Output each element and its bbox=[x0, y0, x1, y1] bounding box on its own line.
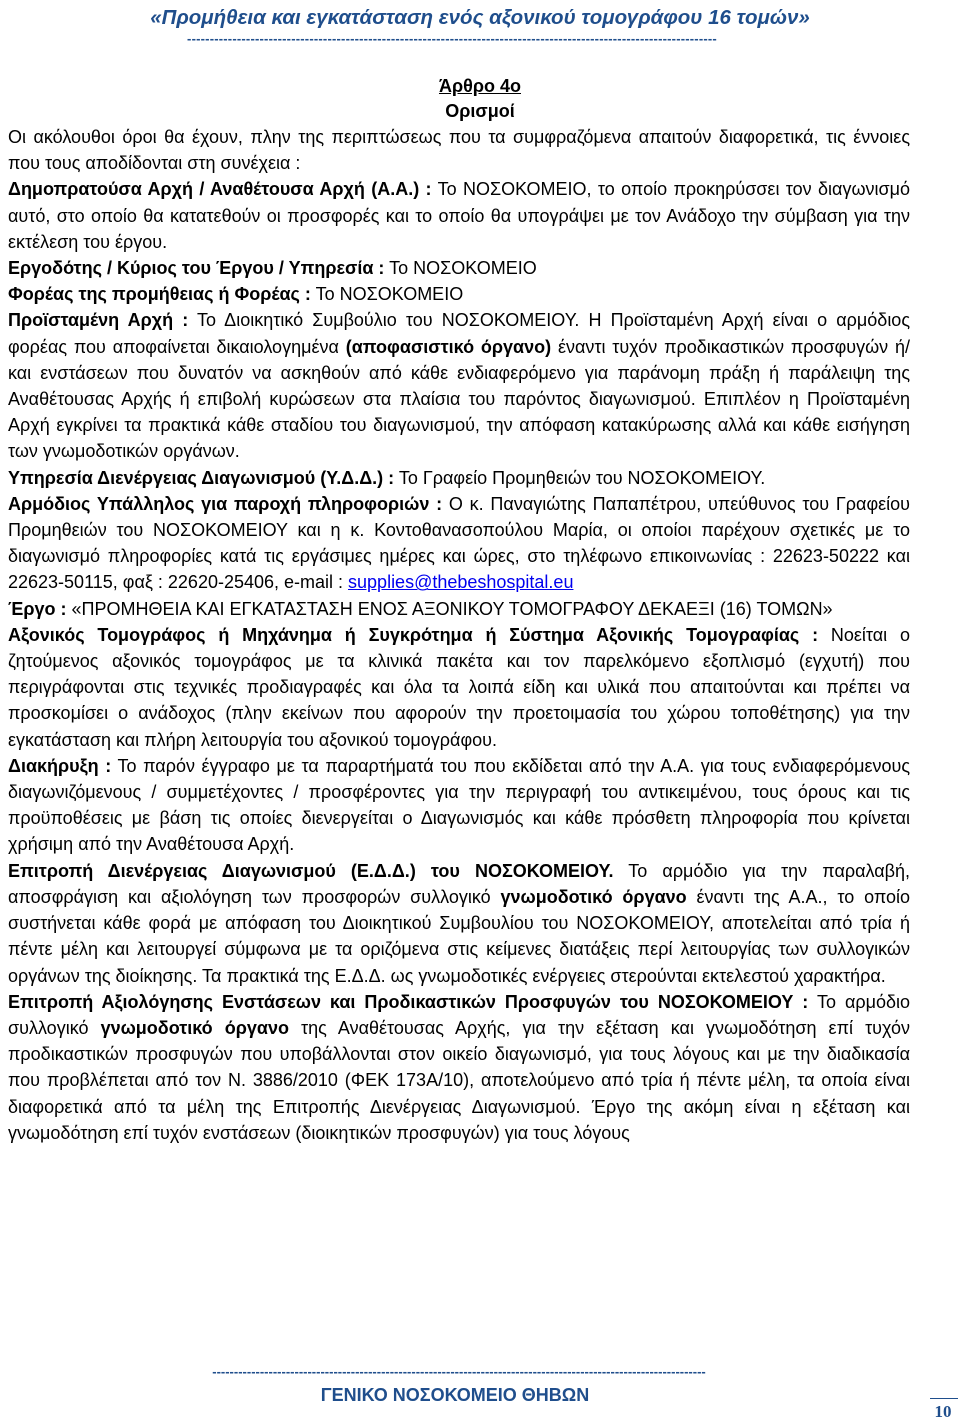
term-label: Επιτροπή Διενέργειας Διαγωνισμού (Ε.Δ.Δ.) του ΝΟΣΟΚΟΜΕΙΟΥ. bbox=[8, 860, 614, 881]
article-title: Άρθρο 4ο bbox=[438, 76, 521, 96]
definition-supervising-authority bbox=[8, 307, 910, 464]
definition-text: Το παρόν έγγραφο με τα παραρτήματά του που εκδίδεται από την Α.Α. για τους ενδιαφερόμενους διαγωνιζόμενους / συμμετέχοντες / προσφέροντες για την περιγραφή του αντικειμένου, τους όρους και τις προϋποθέσεις με βάση τις οποίες διενεργείται ο Διαγωνισμός και κάθε πρόσθετη πληροφορία που κρίνεται χρήσιμη από την Αναθέτουσα Αρχή. bbox=[8, 755, 910, 855]
definition-text: Το Γραφείο Προμηθειών του ΝΟΣΟΚΟΜΕΙΟΥ. bbox=[394, 467, 766, 488]
definition-text: Ο κ. Παναγιώτης Παπαπέτρου, υπεύθυνος του Γραφείου Προμηθειών του ΝΟΣΟΚΟΜΕΙΟΥ και η κ. Κοντοθανασοπούλου Μαρία, οι οποίοι παρέχουν σχετικές με το διαγωνισμό πληροφορίες κατά τις εργάσιμες ημέρες και ώρες, στο τηλέφωνο επικοινωνίας : 22623-50222 και 22623-50115, φαξ : 22620-25406, e-mail : bbox=[8, 493, 910, 593]
footer-hospital-name: ΓΕΝΙΚΟ ΝΟΣΟΚΟΜΕΙΟ ΘΗΒΩΝ bbox=[320, 1385, 590, 1405]
definition-text: έναντι τυχόν προδικαστικών προσφυγών ή/και ενστάσεων που δυνατόν να ασκηθούν από κάθε ενδιαφερόμενο για παράνομη πράξη ή παράλειψη της Αναθέτουσας Αρχής ή επιβολή κυρώσεων στα πλαίσια του παρόντος διαγωνισμού. Επιπλέον η Προϊσταμένη Αρχή εγκρίνει τα πρακτικά κάθε σταδίου του διαγωνισμού, την απόφαση κατακύρωσης αλλά και κάθε εισήγηση των γνωμοδοτικών οργάνων. bbox=[8, 336, 910, 462]
term-label: Αρμόδιος Υπάλληλος για παροχή πληροφοριών : bbox=[8, 493, 443, 514]
document-header-title: «Προμήθεια και εγκατάσταση ενός αξονικού τομογράφου 16 τομών» bbox=[150, 6, 810, 29]
page-number: 10 bbox=[934, 1402, 952, 1421]
definition-ct-scanner bbox=[8, 622, 910, 753]
definition-objections-committee bbox=[8, 989, 910, 1146]
definition-text: Το ΝΟΣΟΚΟΜΕΙΟ bbox=[310, 284, 464, 305]
definition-contracting-authority bbox=[8, 176, 910, 255]
definition-tender-service bbox=[8, 465, 910, 491]
term-label: Διακήρυξη : bbox=[8, 755, 112, 776]
article-subtitle: Ορισμοί bbox=[445, 101, 515, 121]
term-label: Αξονικός Τομογράφος ή Μηχάνημα ή Συγκρότημα ή Σύστημα Αξονικής Τομογραφίας : bbox=[8, 624, 819, 645]
footer-dashed-rule: ------------------------------------------------------------------------------------------------------------------ bbox=[212, 1364, 706, 1379]
header-dashed-rule: --------------------------------------------------------------------------------------------------------------------- bbox=[187, 31, 717, 46]
definition-text: «ΠΡΟΜΗΘΕΙΑ ΚΑΙ ΕΓΚΑΤΑΣΤΑΣΗ ΕΝΟΣ ΑΞΟΝΙΚΟΥ ΤΟΜΟΓΡΑΦΟΥ ΔΕΚΑΕΞΙ (16) ΤΟΜΩΝ» bbox=[66, 598, 833, 619]
definition-text: Το ΝΟΣΟΚΟΜΕΙΟ bbox=[384, 258, 537, 279]
emphasis-text: γνωμοδοτικό όργανο bbox=[100, 1017, 289, 1038]
term-label: Υπηρεσία Διενέργειας Διαγωνισμού (Υ.Δ.Δ.) : bbox=[8, 467, 395, 488]
term-label: Δημοπρατούσα Αρχή / Αναθέτουσα Αρχή (Α.Α.) : bbox=[8, 179, 432, 200]
definition-text: Το Διοικητικό Συμβούλιο του ΝΟΣΟΚΟΜΕΙΟΥ. Η Προϊσταμένη Αρχή είναι ο αρμόδιος φορέας που αποφαίνεται δικαιολογημένα bbox=[8, 310, 910, 357]
emphasis-text: γνωμοδοτικό όργανο bbox=[500, 886, 687, 907]
term-label: Προϊσταμένη Αρχή : bbox=[8, 310, 189, 331]
intro-paragraph: Οι ακόλουθοι όροι θα έχουν, πλην της περιπτώσεως που τα συμφραζόμενα απαιτούν διαφορετικά, τις έννοιες που τους αποδίδονται στη συνέχεια : bbox=[8, 127, 910, 174]
definition-text: Το αρμόδιο συλλογικό bbox=[8, 991, 910, 1038]
term-label: Επιτροπή Αξιολόγησης Ενστάσεων και Προδικαστικών Προσφυγών του ΝΟΣΟΚΟΜΕΙΟΥ : bbox=[8, 991, 809, 1012]
email-link[interactable]: supplies@thebeshospital.eu bbox=[348, 572, 574, 593]
definition-tender-committee bbox=[8, 858, 910, 989]
definition-employer bbox=[8, 255, 910, 281]
definition-text: Το ΝΟΣΟΚΟΜΕΙΟ, το οποίο προκηρύσσει τον διαγωνισμό αυτό, στο οποίο θα κατατεθούν οι προσφορές και το οποίο θα υπογράψει με τον Ανάδοχο την σύμβαση για την εκτέλεση του έργου. bbox=[8, 179, 910, 252]
term-label: Έργο : bbox=[8, 598, 67, 619]
emphasis-text: (αποφασιστικό όργανο) bbox=[345, 336, 552, 357]
page-number-divider bbox=[930, 1398, 958, 1399]
term-label: Φορέας της προμήθειας ή Φορέας : bbox=[8, 284, 311, 305]
term-label: Εργοδότης / Κύριος του Έργου / Υπηρεσία : bbox=[8, 258, 385, 279]
definition-text: της Αναθέτουσας Αρχής, για την εξέταση και γνωμοδότηση επί τυχόν προδικαστικών προσφυγών που υποβάλλονται στον οικείο διαγωνισμό, για τους λόγους και με την διαδικασία που προβλέπεται από τον Ν. 3886/2010 (ΦΕΚ 173Α/10), αποτελούμενο από τρία ή πέντε μέλη, τα οποία είναι διαφορετικά από τα μέλη της Επιτροπής Διενέργειας Διαγωνισμού. Έργο της ακόμη είναι η εξέταση και γνωμοδότηση επί τυχόν ενστάσεων (διοικητικών προσφυγών) για τους λόγους bbox=[8, 1017, 910, 1143]
definition-declaration bbox=[8, 753, 910, 858]
definition-project bbox=[8, 596, 910, 622]
document-body bbox=[8, 124, 910, 1146]
definition-text: Το αρμόδιο για την παραλαβή, αποσφράγιση και αξιολόγηση των προσφορών συλλογικό bbox=[8, 860, 910, 907]
definition-text: Νοείται ο ζητούμενος αξονικός τομογράφος με τα κλινικά πακέτα και τον παρελκόμενο εξοπλισμό (εγχυτή) που περιγράφονται στις τεχνικές προδιαγραφές και όλα τα λοιπά είδη και υλικά που απαιτούνται και πρέπει να προσκομίσει ο ανάδοχος (πλην εκείνων που αφορούν την προετοιμασία του χώρου τοποθέτησης) για την εγκατάσταση και πλήρη λειτουργία του αξονικού τομογράφου. bbox=[8, 624, 910, 750]
definition-information-officer bbox=[8, 491, 910, 596]
definition-procurement-body bbox=[8, 281, 910, 307]
definition-text: έναντι της Α.Α., το οποίο συστήνεται κάθε φορά με απόφαση του Διοικητικού Συμβουλίου του ΝΟΣΟΚΟΜΕΙΟΥ, αποτελείται από τρία ή πέντε μέλη και λειτουργεί σύμφωνα με τα οριζόμενα στις κείμενες διατάξεις περί λειτουργίας των συλλογικών οργάνων της διοίκησης. Τα πρακτικά της Ε.Δ.Δ. ως γνωμοδοτικές ενέργειες στερούνται εκτελεστού χαρακτήρα. bbox=[8, 886, 911, 986]
